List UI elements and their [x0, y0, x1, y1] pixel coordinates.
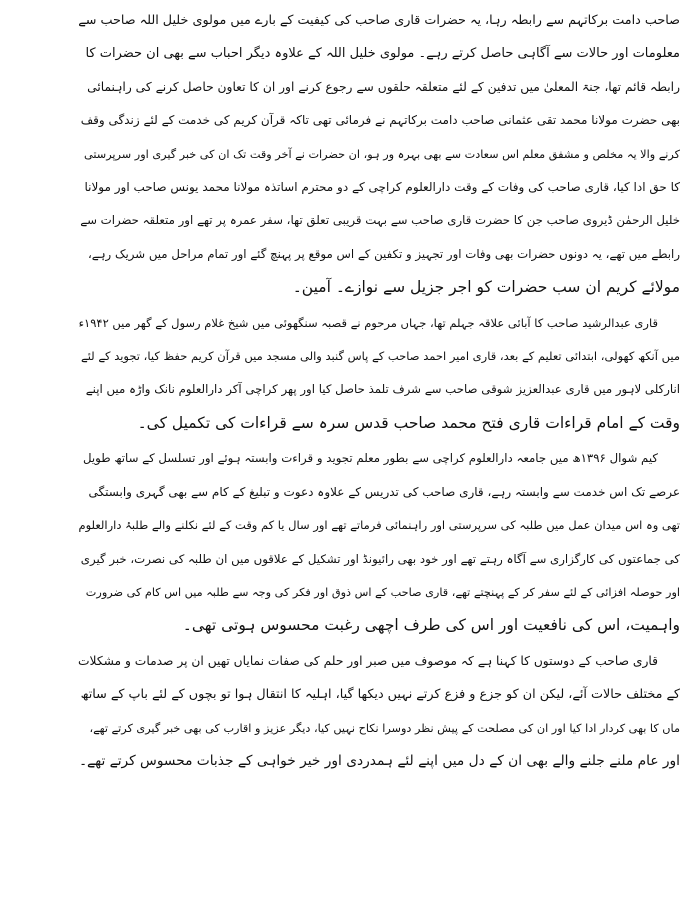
text-line: عرصے تک اس خدمت سے وابستہ رہے، قاری صاحب کی تدریس کے علاوہ دعوت و تبلیغ کے کام سے بھی گہری وابستگی: [88, 484, 680, 499]
text-line: صاحب دامت برکاتہم سے رابطہ رہا، یہ حضرات قاری صاحب کی کیفیت کے بارے میں مولوی خلیل اللہ صاحب سے: [78, 13, 680, 28]
text-line: تھی وہ اس میدان عمل میں طلبہ کی سرپرستی اور راہنمائی فرماتے تھے اور سال یا کم وقت کے لئے نکلنے والے طلبۂ دارالعلوم: [78, 518, 680, 533]
text-line: مولائے کریم ان سب حضرات کو اجر جزیل سے نوازے۔ آمین۔: [292, 278, 680, 297]
text-line: کیم شوال ۱۳۹۶ھ میں جامعہ دارالعلوم کراچی سے بطور معلم تجوید و قراءت وابستہ ہوئے اور تسلسل کے ساتھ طویل: [83, 451, 658, 466]
text-line: میں آنکھ کھولی، ابتدائی تعلیم کے بعد، قاری امیر احمد صاحب کے پاس گنبد والی مسجد میں قرآن کریم حفظ کیا، تجوید کے لئے: [80, 349, 680, 364]
text-line: رابطہ قائم تھا، جنۃ المعلیٰ میں تدفین کے لئے متعلقہ حلقوں سے رجوع کرنے اور ان کا تعاون حاصل کرنے کی راہنمائی: [87, 79, 680, 94]
text-line: ماں کا بھی کردار ادا کیا اور ان کی مصلحت کے پیش نظر دوسرا نکاح نہیں کیا، دیگر عزیز و اقارب کی بھی خبر گیری کرتے تھے،: [89, 721, 680, 735]
paragraph: [78, 307, 680, 441]
paragraph: [78, 4, 680, 305]
text-line: قاری صاحب کے دوستوں کا کہنا ہے کہ موصوف میں صبر اور حلم کی صفات نمایاں تھیں ان پر صدمات و مشکلات: [78, 653, 658, 668]
text-line: اور عام ملنے جلنے والے بھی ان کے دل میں اپنے لئے ہمدردی اور خیر خواہی کے جذبات محسوس کرتے تھے۔: [79, 752, 680, 769]
text-line: معلومات اور حالات سے آگاہی حاصل کرتے رہے۔ مولوی خلیل اللہ کے علاوہ دیگر احباب سے بھی ان حضرات کا: [85, 46, 680, 62]
text-line: کا حق ادا کیا، قاری صاحب کی وفات کے وقت دارالعلوم کراچی کے دو محترم اساتذہ مولانا محمد یونس صاحب اور مولانا: [84, 180, 680, 195]
paragraph: [78, 645, 680, 779]
text-line: بھی حضرت مولانا محمد تقی عثمانی صاحب دامت برکاتہم نے فرمائی تھی تاکہ قرآن کریم کی خدمت کے لئے زندگی وقف: [80, 113, 680, 128]
paragraph: [78, 442, 680, 642]
text-line: وقت کے امام قراءات قاری فتح محمد صاحب قدس سرہ سے قراءات کی تکمیل کی۔: [137, 413, 680, 432]
text-line: واہمیت، اس کی نافعیت اور اس کی طرف اچھی رغبت محسوس ہوتی تھی۔: [182, 616, 680, 635]
text-line: کی جماعتوں کی کارگزاری سے آگاہ رہتے تھے اور خود بھی رائیونڈ اور تشکیل کے علاقوں میں ان طلبہ کی نصرت، خبر گیری: [80, 551, 680, 566]
text-line: خلیل الرحمٰن ڈیروی صاحب جن کا حضرت قاری صاحب سے بہت قریبی تعلق تھا، سفر عمرہ پر تھے اور متعلقہ حضرات سے: [80, 213, 680, 228]
text-line: اور حوصلہ افزائی کے لئے سفر کر کے پہنچتے تھے، قاری صاحب کے اس ذوق اور فکر کی وجہ سے طلبہ میں اس کام کی ضرورت: [85, 585, 680, 599]
document-body: [78, 4, 680, 778]
text-line: کرنے والا یہ مخلص و مشفق معلم اس سعادت سے بھی بہرہ ور ہو، ان حضرات نے آخر وقت تک ان کی خبر گیری اور سرپرستی: [84, 147, 680, 161]
text-line: رابطے میں تھے، یہ دونوں حضرات بھی وفات اور تجہیز و تکفین کے اس موقع پر پہنچ گئے اور تمام مراحل میں شریک رہے،: [88, 246, 680, 261]
text-line: انارکلی لاہور میں قاری عبدالعزیز شوقی صاحب سے شرف تلمذ حاصل کیا اور پھر کراچی آکر دارالعلوم نانک واڑہ میں اپنے: [85, 382, 680, 397]
text-line: کے مختلف حالات آئے، لیکن ان کو جزع و فزع کرتے نہیں دیکھا گیا، اہلیہ کا انتقال ہوا تو بچوں کے لئے باپ کے ساتھ: [80, 687, 680, 703]
text-line: قاری عبدالرشید صاحب کا آبائی علاقہ جہلم تھا، جہاں مرحوم نے قصبہ سنگھوئی میں شیخ غلام رسول کے گھر میں ۱۹۴۲ء: [78, 315, 658, 330]
